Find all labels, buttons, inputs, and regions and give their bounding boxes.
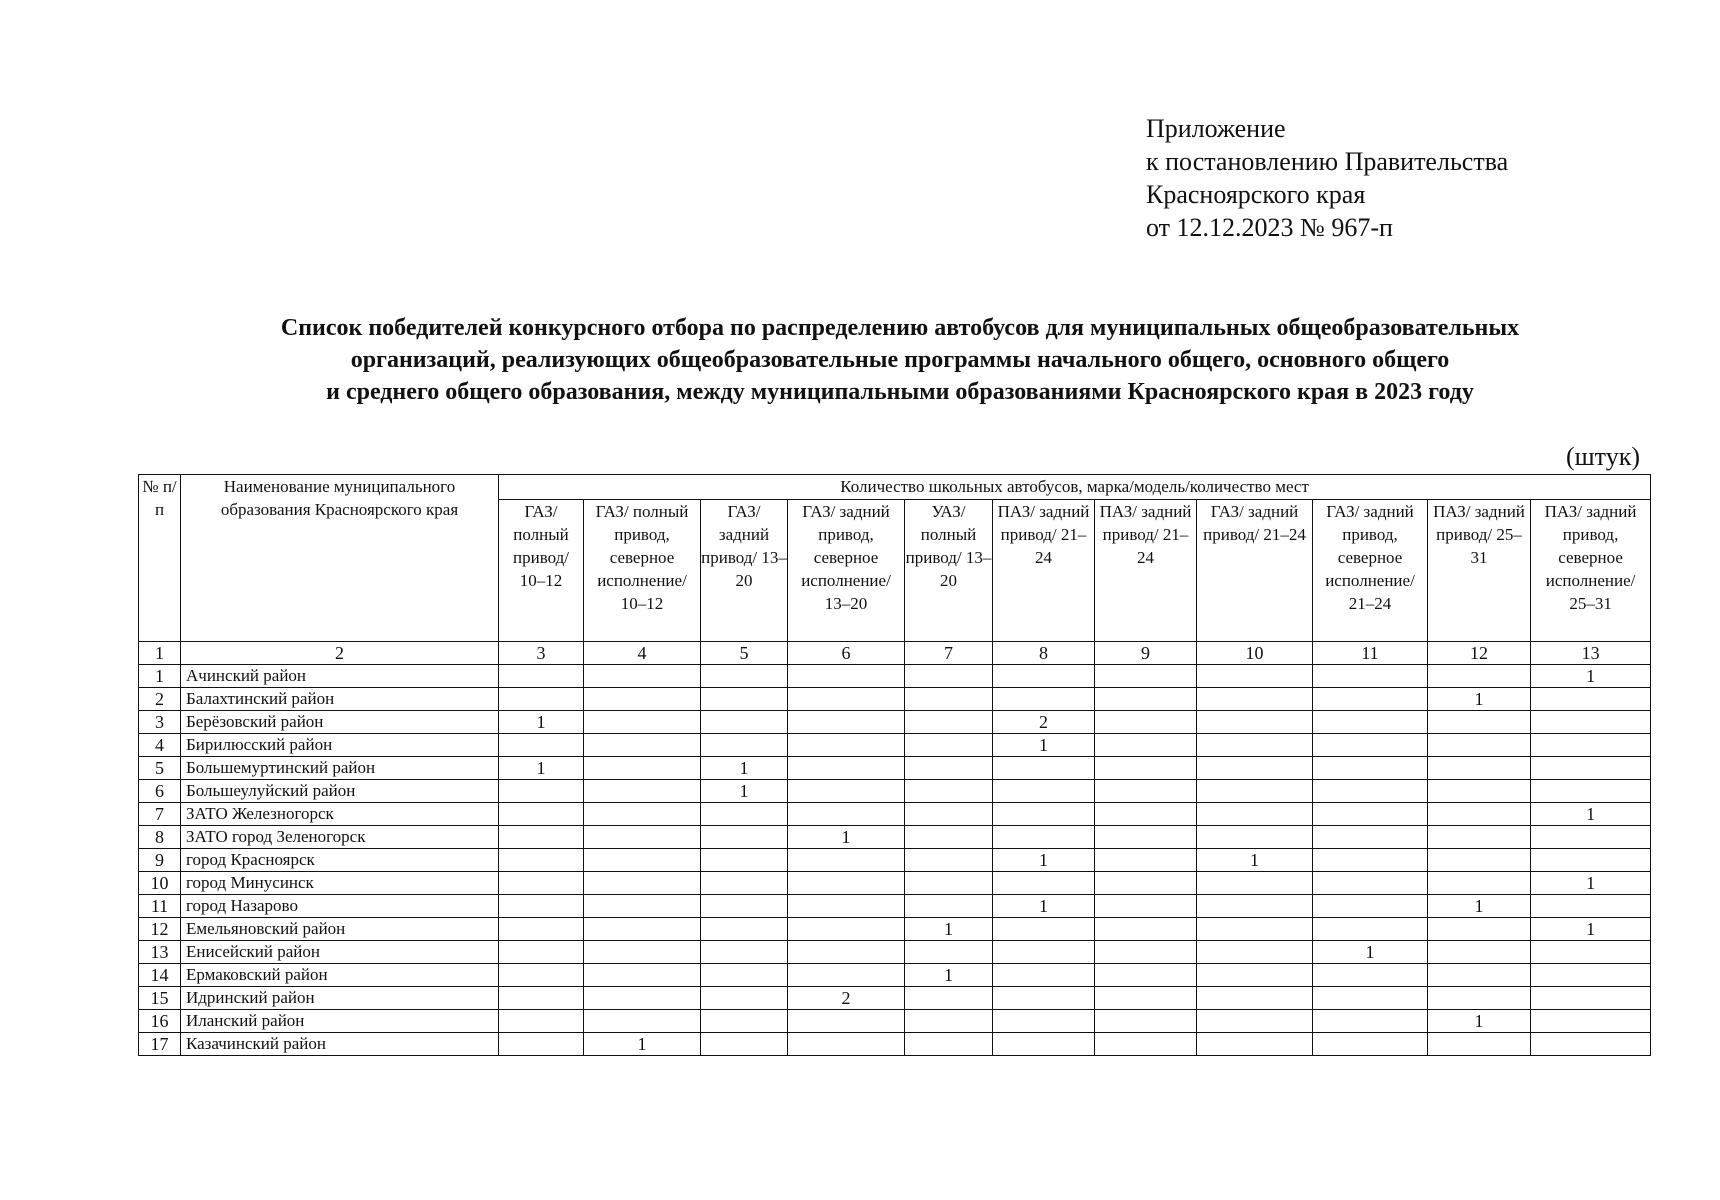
bus-count-cell <box>584 1010 701 1033</box>
municipality-name: город Минусинск <box>181 872 499 895</box>
bus-count-cell: 1 <box>1531 872 1651 895</box>
bus-count-cell <box>788 941 905 964</box>
bus-count-cell <box>499 849 584 872</box>
municipality-name: Балахтинский район <box>181 688 499 711</box>
bus-count-cell <box>584 964 701 987</box>
bus-count-cell <box>584 941 701 964</box>
municipality-name: Ермаковский район <box>181 964 499 987</box>
bus-count-cell <box>788 803 905 826</box>
bus-count-cell: 1 <box>993 849 1095 872</box>
bus-count-cell <box>1428 849 1531 872</box>
bus-count-cell <box>499 964 584 987</box>
table-row <box>139 872 1651 895</box>
bus-count-cell <box>788 665 905 688</box>
table-row <box>139 987 1651 1010</box>
row-number: 16 <box>139 1010 181 1033</box>
column-number: 4 <box>584 642 701 665</box>
bus-count-cell <box>1428 987 1531 1010</box>
appendix-line: Приложение <box>1146 114 1286 143</box>
table-row <box>139 895 1651 918</box>
winners-table <box>138 474 1651 1056</box>
bus-count-cell: 1 <box>993 895 1095 918</box>
bus-count-cell <box>993 941 1095 964</box>
bus-count-cell <box>499 826 584 849</box>
bus-count-cell <box>905 941 993 964</box>
municipality-name: Берёзовский район <box>181 711 499 734</box>
bus-count-cell <box>1095 895 1197 918</box>
bus-count-cell <box>701 987 788 1010</box>
row-number: 3 <box>139 711 181 734</box>
bus-count-cell <box>1197 826 1313 849</box>
bus-count-cell <box>499 803 584 826</box>
header-bus-column: ПАЗ/ задний привод, северное исполнение/ 25–31 <box>1531 500 1651 642</box>
bus-count-cell <box>1313 826 1428 849</box>
bus-count-cell <box>584 757 701 780</box>
table-row <box>139 964 1651 987</box>
bus-count-cell <box>1428 803 1531 826</box>
bus-count-cell <box>1531 734 1651 757</box>
bus-count-cell <box>584 780 701 803</box>
bus-count-cell <box>1197 964 1313 987</box>
row-number: 9 <box>139 849 181 872</box>
bus-count-cell <box>1531 895 1651 918</box>
bus-count-cell <box>1313 734 1428 757</box>
bus-count-cell <box>1313 849 1428 872</box>
bus-count-cell <box>584 803 701 826</box>
bus-count-cell: 1 <box>499 711 584 734</box>
bus-count-cell <box>1095 1033 1197 1056</box>
row-number: 6 <box>139 780 181 803</box>
bus-count-cell <box>993 1033 1095 1056</box>
bus-count-cell <box>1197 987 1313 1010</box>
bus-count-cell <box>1197 780 1313 803</box>
bus-count-cell <box>905 872 993 895</box>
bus-count-cell <box>993 918 1095 941</box>
bus-count-cell <box>788 734 905 757</box>
row-number: 17 <box>139 1033 181 1056</box>
bus-count-cell: 1 <box>1531 665 1651 688</box>
column-number: 5 <box>701 642 788 665</box>
bus-count-cell <box>701 711 788 734</box>
bus-count-cell: 1 <box>993 734 1095 757</box>
bus-count-cell <box>1095 987 1197 1010</box>
bus-count-cell <box>993 757 1095 780</box>
table-row <box>139 849 1651 872</box>
bus-count-cell: 1 <box>1428 688 1531 711</box>
table-row <box>139 1033 1651 1056</box>
bus-count-cell <box>1095 757 1197 780</box>
bus-count-cell <box>1197 803 1313 826</box>
bus-count-cell <box>1313 780 1428 803</box>
bus-count-cell <box>1095 780 1197 803</box>
bus-count-cell <box>1531 849 1651 872</box>
bus-count-cell <box>1095 918 1197 941</box>
bus-count-cell <box>1531 757 1651 780</box>
bus-count-cell <box>1531 1010 1651 1033</box>
bus-count-cell <box>499 918 584 941</box>
bus-count-cell <box>788 964 905 987</box>
table-row <box>139 1010 1651 1033</box>
bus-count-cell <box>905 688 993 711</box>
header-bus-column: ГАЗ/ задний привод, северное исполнение/ 21–24 <box>1313 500 1428 642</box>
bus-count-cell <box>499 872 584 895</box>
bus-count-cell <box>1197 941 1313 964</box>
bus-count-cell <box>499 1033 584 1056</box>
bus-count-cell <box>1428 918 1531 941</box>
bus-count-cell <box>584 872 701 895</box>
bus-count-cell: 1 <box>1428 895 1531 918</box>
bus-count-cell <box>788 872 905 895</box>
bus-count-cell <box>499 688 584 711</box>
bus-count-cell <box>788 711 905 734</box>
header-bus-column: ПАЗ/ задний привод/ 25–31 <box>1428 500 1531 642</box>
municipality-name: Бирилюсский район <box>181 734 499 757</box>
bus-count-cell <box>584 711 701 734</box>
bus-count-cell <box>584 826 701 849</box>
bus-count-cell: 1 <box>701 780 788 803</box>
bus-count-cell <box>905 849 993 872</box>
header-group: Количество школьных автобусов, марка/модель/количество мест <box>499 475 1651 500</box>
bus-count-cell <box>1095 941 1197 964</box>
bus-count-cell <box>1313 688 1428 711</box>
bus-count-cell <box>499 780 584 803</box>
bus-count-cell <box>499 665 584 688</box>
column-number: 13 <box>1531 642 1651 665</box>
bus-count-cell <box>701 964 788 987</box>
table-row <box>139 757 1651 780</box>
bus-count-cell <box>499 734 584 757</box>
bus-count-cell <box>1095 849 1197 872</box>
column-number: 1 <box>139 642 181 665</box>
municipality-name: ЗАТО город Зеленогорск <box>181 826 499 849</box>
bus-count-cell: 1 <box>701 757 788 780</box>
bus-count-cell <box>905 1033 993 1056</box>
column-number: 6 <box>788 642 905 665</box>
bus-count-cell <box>993 987 1095 1010</box>
row-number: 13 <box>139 941 181 964</box>
bus-count-cell <box>905 757 993 780</box>
appendix-block <box>1146 112 1508 244</box>
bus-count-cell <box>788 1010 905 1033</box>
bus-count-cell <box>499 1010 584 1033</box>
header-bus-column: УАЗ/ полный привод/ 13–20 <box>905 500 993 642</box>
bus-count-cell <box>1428 1033 1531 1056</box>
bus-count-cell <box>788 1033 905 1056</box>
table-row <box>139 665 1651 688</box>
bus-count-cell <box>499 941 584 964</box>
table-row <box>139 941 1651 964</box>
bus-count-cell <box>1531 688 1651 711</box>
bus-count-cell <box>1531 780 1651 803</box>
bus-count-cell <box>1428 941 1531 964</box>
bus-count-cell <box>1095 711 1197 734</box>
bus-count-cell <box>1095 803 1197 826</box>
bus-count-cell <box>1095 826 1197 849</box>
bus-count-cell <box>1313 872 1428 895</box>
bus-count-cell <box>788 918 905 941</box>
municipality-name: Енисейский район <box>181 941 499 964</box>
bus-count-cell <box>1197 872 1313 895</box>
column-number: 9 <box>1095 642 1197 665</box>
bus-count-cell: 1 <box>1531 918 1651 941</box>
bus-count-cell <box>1197 918 1313 941</box>
bus-count-cell <box>993 665 1095 688</box>
column-number-row <box>139 642 1651 665</box>
bus-count-cell: 1 <box>788 826 905 849</box>
header-bus-column: ГАЗ/ задний привод/ 13–20 <box>701 500 788 642</box>
bus-count-cell <box>788 757 905 780</box>
bus-count-cell <box>1197 895 1313 918</box>
row-number: 14 <box>139 964 181 987</box>
bus-count-cell <box>1313 895 1428 918</box>
bus-count-cell <box>1313 918 1428 941</box>
bus-count-cell <box>1095 665 1197 688</box>
row-number: 10 <box>139 872 181 895</box>
bus-count-cell <box>905 665 993 688</box>
bus-count-cell <box>1313 1033 1428 1056</box>
bus-count-cell <box>788 895 905 918</box>
bus-count-cell <box>1197 665 1313 688</box>
bus-count-cell <box>1313 665 1428 688</box>
bus-count-cell <box>1531 711 1651 734</box>
municipality-name: Ачинский район <box>181 665 499 688</box>
bus-count-cell <box>1428 734 1531 757</box>
units-label: (штук) <box>1566 442 1640 471</box>
header-bus-column: ПАЗ/ задний привод/ 21–24 <box>993 500 1095 642</box>
title-line: организаций, реализующих общеобразовательные программы начального общего, основного общего <box>350 347 1450 373</box>
header-bus-column: ГАЗ/ полный привод, северное исполнение/ 10–12 <box>584 500 701 642</box>
bus-count-cell <box>1095 688 1197 711</box>
bus-count-cell <box>1313 803 1428 826</box>
bus-count-cell <box>1531 826 1651 849</box>
column-number: 2 <box>181 642 499 665</box>
bus-count-cell <box>905 711 993 734</box>
bus-count-cell <box>1428 711 1531 734</box>
header-bus-column: ГАЗ/ задний привод/ 21–24 <box>1197 500 1313 642</box>
bus-count-cell <box>701 849 788 872</box>
bus-count-cell <box>1531 941 1651 964</box>
bus-count-cell <box>701 1010 788 1033</box>
bus-count-cell <box>584 987 701 1010</box>
bus-count-cell <box>1095 734 1197 757</box>
bus-count-cell <box>701 918 788 941</box>
table-row <box>139 688 1651 711</box>
bus-count-cell <box>701 826 788 849</box>
bus-count-cell <box>1313 987 1428 1010</box>
bus-count-cell <box>701 872 788 895</box>
bus-count-cell <box>499 987 584 1010</box>
bus-count-cell <box>905 780 993 803</box>
bus-count-cell <box>993 803 1095 826</box>
bus-count-cell: 1 <box>499 757 584 780</box>
column-number: 12 <box>1428 642 1531 665</box>
bus-count-cell: 2 <box>993 711 1095 734</box>
bus-count-cell <box>1095 1010 1197 1033</box>
table-row <box>139 780 1651 803</box>
bus-count-cell <box>499 895 584 918</box>
bus-count-cell <box>1428 964 1531 987</box>
bus-count-cell <box>1197 688 1313 711</box>
header-bus-column: ПАЗ/ задний привод/ 21–24 <box>1095 500 1197 642</box>
bus-count-cell <box>701 895 788 918</box>
bus-count-cell <box>905 1010 993 1033</box>
bus-count-cell <box>584 688 701 711</box>
bus-count-cell <box>1197 711 1313 734</box>
bus-count-cell <box>1428 872 1531 895</box>
municipality-name: Идринский район <box>181 987 499 1010</box>
appendix-line: от 12.12.2023 № 967-п <box>1146 213 1393 242</box>
bus-count-cell: 1 <box>1197 849 1313 872</box>
table-body <box>139 475 1651 1056</box>
row-number: 2 <box>139 688 181 711</box>
row-number: 12 <box>139 918 181 941</box>
bus-count-cell: 1 <box>1313 941 1428 964</box>
bus-count-cell <box>1428 665 1531 688</box>
column-number: 10 <box>1197 642 1313 665</box>
bus-count-cell <box>701 1033 788 1056</box>
municipality-name: ЗАТО Железногорск <box>181 803 499 826</box>
appendix-line: к постановлению Правительства <box>1146 147 1509 176</box>
bus-count-cell <box>584 665 701 688</box>
bus-count-cell <box>1197 734 1313 757</box>
title-line: Список победителей конкурсного отбора по распределению автобусов для муниципальных общеобразовательных <box>280 315 1520 341</box>
bus-count-cell <box>1197 1033 1313 1056</box>
bus-count-cell <box>1197 757 1313 780</box>
bus-count-cell <box>905 734 993 757</box>
bus-count-cell <box>584 849 701 872</box>
table-row <box>139 711 1651 734</box>
bus-count-cell <box>701 688 788 711</box>
bus-count-cell <box>1095 964 1197 987</box>
row-number: 1 <box>139 665 181 688</box>
column-number: 11 <box>1313 642 1428 665</box>
row-number: 4 <box>139 734 181 757</box>
row-number: 11 <box>139 895 181 918</box>
column-number: 3 <box>499 642 584 665</box>
bus-count-cell <box>993 872 1095 895</box>
municipality-name: Емельяновский район <box>181 918 499 941</box>
municipality-name: Казачинский район <box>181 1033 499 1056</box>
bus-count-cell <box>905 987 993 1010</box>
municipality-name: Иланский район <box>181 1010 499 1033</box>
document-title <box>120 312 1680 408</box>
header-number: № п/п <box>139 475 181 642</box>
bus-count-cell <box>1428 780 1531 803</box>
municipality-name: город Красноярск <box>181 849 499 872</box>
row-number: 15 <box>139 987 181 1010</box>
municipality-name: Большеулуйский район <box>181 780 499 803</box>
column-number: 8 <box>993 642 1095 665</box>
municipality-name: Большемуртинский район <box>181 757 499 780</box>
bus-count-cell <box>905 895 993 918</box>
bus-count-cell <box>1313 964 1428 987</box>
bus-count-cell <box>788 780 905 803</box>
bus-count-cell <box>993 826 1095 849</box>
bus-count-cell: 1 <box>905 918 993 941</box>
municipality-name: город Назарово <box>181 895 499 918</box>
bus-count-cell: 1 <box>905 964 993 987</box>
bus-count-cell <box>905 803 993 826</box>
bus-count-cell <box>993 1010 1095 1033</box>
bus-count-cell <box>584 895 701 918</box>
bus-count-cell: 2 <box>788 987 905 1010</box>
row-number: 5 <box>139 757 181 780</box>
table-row <box>139 918 1651 941</box>
appendix-line: Красноярского края <box>1146 180 1366 209</box>
bus-count-cell <box>701 665 788 688</box>
title-line: и среднего общего образования, между муниципальными образованиями Красноярского края в 2023 году <box>326 379 1474 405</box>
table-row <box>139 826 1651 849</box>
bus-count-cell: 1 <box>1428 1010 1531 1033</box>
bus-count-cell <box>1531 1033 1651 1056</box>
bus-count-cell <box>584 918 701 941</box>
bus-count-cell <box>1531 987 1651 1010</box>
bus-count-cell <box>905 826 993 849</box>
bus-count-cell <box>993 964 1095 987</box>
bus-count-cell <box>1313 757 1428 780</box>
table-row <box>139 734 1651 757</box>
bus-count-cell <box>1428 757 1531 780</box>
bus-count-cell <box>584 734 701 757</box>
bus-count-cell <box>1313 711 1428 734</box>
bus-count-cell <box>788 849 905 872</box>
header-bus-column: ГАЗ/ полный привод/ 10–12 <box>499 500 584 642</box>
bus-count-cell: 1 <box>1531 803 1651 826</box>
bus-count-cell <box>788 688 905 711</box>
bus-count-cell <box>1313 1010 1428 1033</box>
bus-count-cell <box>993 688 1095 711</box>
bus-count-cell <box>1197 1010 1313 1033</box>
bus-count-cell <box>1531 964 1651 987</box>
bus-count-cell <box>701 941 788 964</box>
bus-count-cell <box>1428 826 1531 849</box>
bus-count-cell <box>701 734 788 757</box>
table-row <box>139 803 1651 826</box>
row-number: 7 <box>139 803 181 826</box>
header-name: Наименование муниципального образования Красноярского края <box>181 475 499 642</box>
bus-count-cell: 1 <box>584 1033 701 1056</box>
bus-count-cell <box>993 780 1095 803</box>
row-number: 8 <box>139 826 181 849</box>
header-bus-column: ГАЗ/ задний привод, северное исполнение/ 13–20 <box>788 500 905 642</box>
bus-count-cell <box>701 803 788 826</box>
column-number: 7 <box>905 642 993 665</box>
bus-count-cell <box>1095 872 1197 895</box>
